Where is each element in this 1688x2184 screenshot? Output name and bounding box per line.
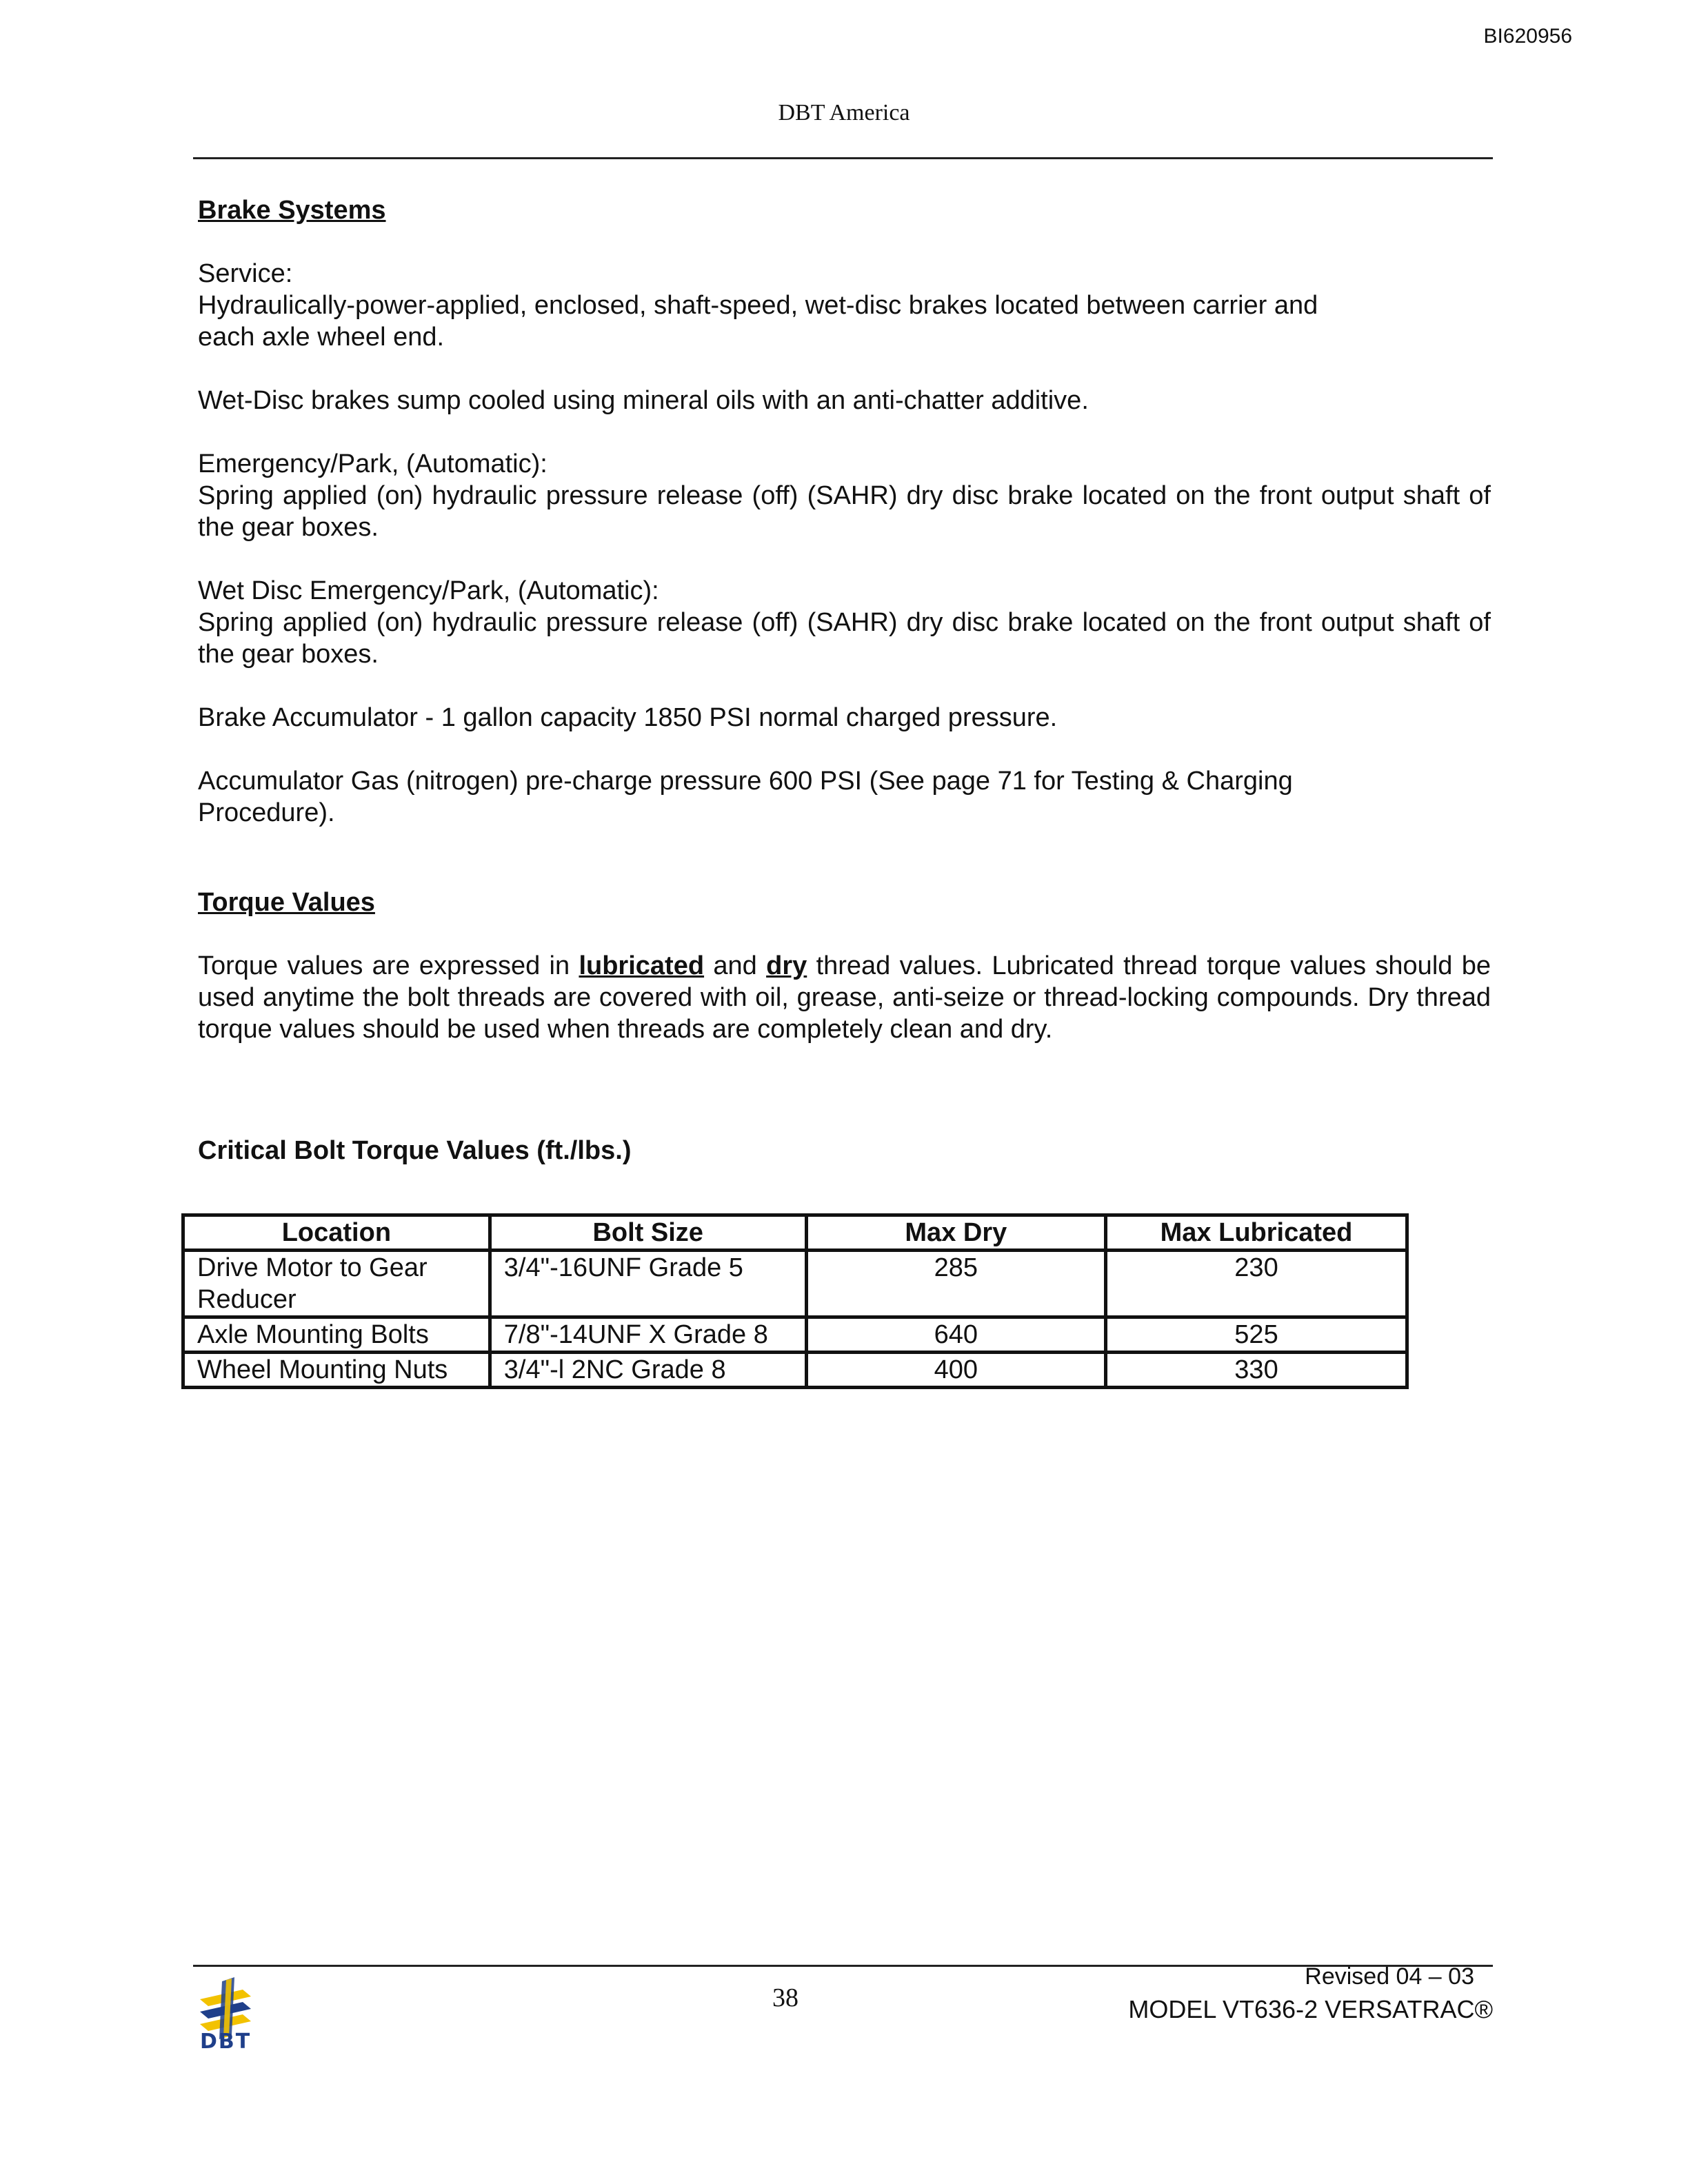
torque-table-caption: Critical Bolt Torque Values (ft./lbs.) (198, 1136, 632, 1165)
column-header-bolt-size: Bolt Size (490, 1215, 806, 1251)
footer-rule (193, 1965, 1493, 1967)
table-row (183, 1317, 1407, 1353)
cell-max-lubricated: 330 (1106, 1353, 1407, 1388)
cell-max-dry: 400 (806, 1353, 1105, 1388)
table-row (183, 1251, 1407, 1317)
emergency-label: Emergency/Park, (Automatic): (198, 449, 547, 478)
accumulator-text: Brake Accumulator - 1 gallon capacity 1850 PSI normal charged pressure. (198, 703, 1058, 732)
column-header-location: Location (183, 1215, 490, 1251)
accumulator-gas-line2: Procedure). (198, 798, 335, 827)
brake-systems-heading: Brake Systems (198, 196, 386, 225)
cell-max-lubricated: 230 (1106, 1251, 1407, 1317)
cell-max-dry: 640 (806, 1317, 1105, 1353)
page-header-title: DBT America (778, 100, 910, 125)
service-label: Service: (198, 259, 293, 288)
column-header-max-lubricated: Max Lubricated (1106, 1215, 1407, 1251)
table-header-row (183, 1215, 1407, 1251)
wet-emergency-label: Wet Disc Emergency/Park, (Automatic): (198, 576, 659, 605)
torque-intro-paragraph (198, 950, 1491, 1045)
cell-bolt-size: 3/4"-16UNF Grade 5 (490, 1251, 806, 1317)
model-name: MODEL VT636-2 VERSATRAC® (1128, 1995, 1493, 2023)
cell-location: Wheel Mounting Nuts (183, 1353, 490, 1388)
torque-intro-part3: thread values. Lubricated thread torque values should be used anytime the bolt threads are covered with oil, grease, anti-seize or thread-locking compounds. Dry thread torque values should be used when threads are completely clean and dry. (198, 951, 1491, 1044)
cell-location: Axle Mounting Bolts (183, 1317, 490, 1353)
accumulator-gas-line1: Accumulator Gas (nitrogen) pre-charge pressure 600 PSI (See page 71 for Testing & Charging (198, 767, 1293, 796)
page-content (198, 194, 1491, 1166)
wet-disc-text: Wet-Disc brakes sump cooled using mineral oils with an anti-chatter additive. (198, 386, 1089, 415)
cell-max-dry: 285 (806, 1251, 1105, 1317)
emergency-text: Spring applied (on) hydraulic pressure release (off) (SAHR) dry disc brake located on the front output shaft of the gear boxes. (198, 481, 1491, 542)
lubricated-emphasis: lubricated (579, 951, 705, 980)
torque-intro-part1: Torque values are expressed in (198, 951, 579, 980)
page-number: 38 (772, 1983, 798, 2012)
torque-table (181, 1213, 1409, 1389)
logo-text: DBT (200, 2030, 252, 2054)
cell-max-lubricated: 525 (1106, 1317, 1407, 1353)
header-rule (193, 157, 1493, 159)
cell-bolt-size: 7/8"-14UNF X Grade 8 (490, 1317, 806, 1353)
document-id: BI620956 (1483, 25, 1572, 48)
cell-location: Drive Motor to Gear Reducer (183, 1251, 490, 1317)
service-text-line1: Hydraulically-power-applied, enclosed, shaft-speed, wet-disc brakes located between carrier and (198, 291, 1318, 320)
revision-date: Revised 04 – 03 (1305, 1963, 1474, 1990)
service-text-line2: each axle wheel end. (198, 323, 445, 352)
cell-bolt-size: 3/4"-l 2NC Grade 8 (490, 1353, 806, 1388)
table-row (183, 1353, 1407, 1388)
torque-values-heading: Torque Values (198, 888, 375, 917)
dry-emphasis: dry (766, 951, 807, 980)
torque-intro-part2: and (704, 951, 767, 980)
column-header-max-dry: Max Dry (806, 1215, 1105, 1251)
wet-emergency-text: Spring applied (on) hydraulic pressure release (off) (SAHR) dry disc brake located on the front output shaft of the gear boxes. (198, 608, 1491, 669)
